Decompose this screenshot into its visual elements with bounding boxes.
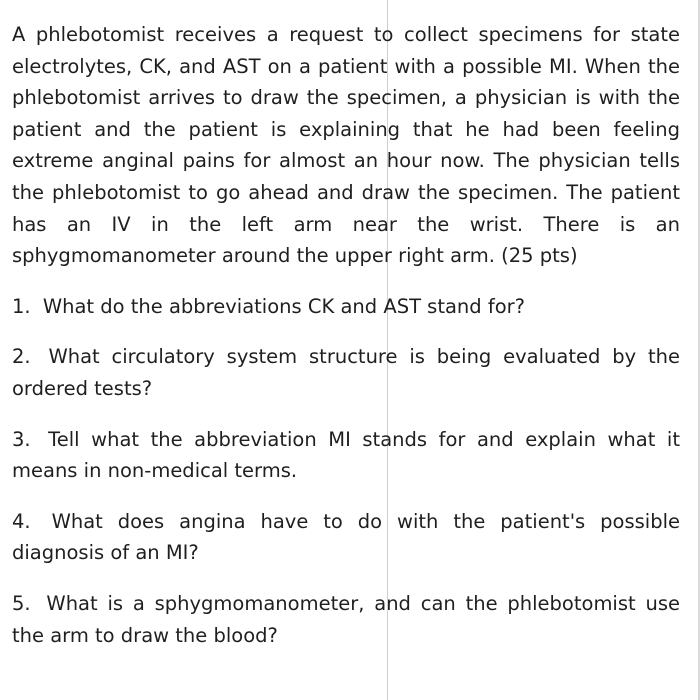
question-2 — [12, 341, 680, 404]
question-number: 3. — [12, 427, 31, 451]
document-content — [12, 19, 680, 651]
question-text: What is a sphygmomanometer, and can the phlebotomist use the arm to draw the blood? — [12, 591, 680, 647]
question-1 — [12, 291, 680, 323]
question-text: Tell what the abbreviation MI stands for and explain what it means in non-medical terms. — [12, 427, 681, 483]
question-number: 4. — [12, 509, 31, 533]
question-text: What do the abbreviations CK and AST stand for? — [42, 294, 526, 318]
question-number: 5. — [12, 591, 31, 615]
question-3 — [12, 424, 680, 487]
question-4 — [12, 506, 680, 569]
question-number: 1. — [12, 294, 31, 318]
question-text: What does angina have to do with the patient's possible diagnosis of an MI? — [12, 509, 680, 565]
question-5 — [12, 588, 680, 651]
question-number: 2. — [12, 345, 31, 369]
scenario-paragraph: A phlebotomist receives a request to collect specimens for state electrolytes, CK, and AST on a patient with a possible MI. When the phlebotomist arrives to draw the specimen, a physician is with the patient and the patient is explaining that he had been feeling extreme anginal pains for almost an hour now. The physician tells the phlebotomist to go ahead and draw the specimen. The patient has an IV in the left arm near the wrist. There is an sphygmomanometer around the upper right arm. (25 pts) — [12, 23, 680, 268]
question-text: What circulatory system structure is being evaluated by the ordered tests? — [12, 345, 680, 400]
